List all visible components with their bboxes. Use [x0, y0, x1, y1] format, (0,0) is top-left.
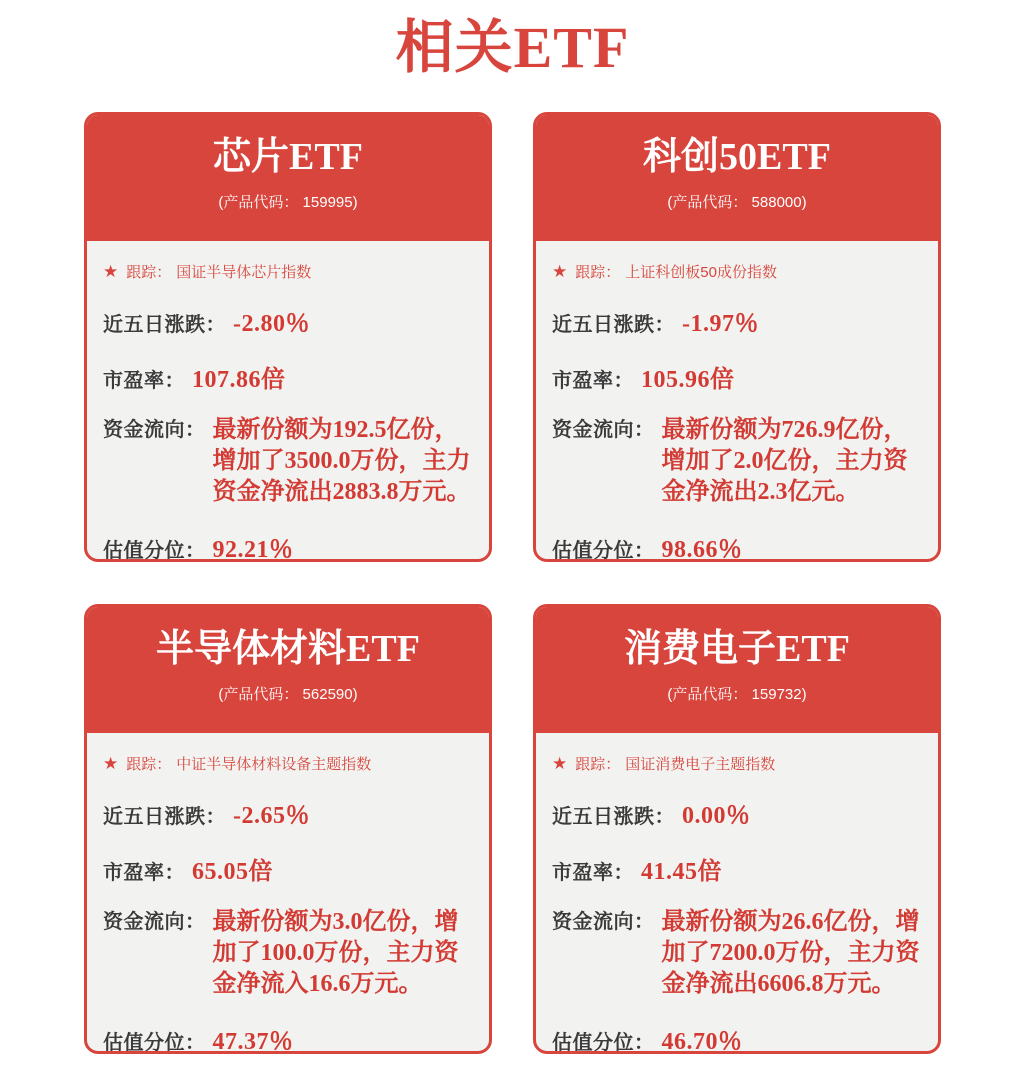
valuation-percentile-row [103, 529, 476, 562]
star-icon: ★ [552, 261, 568, 281]
tracking-index: 国证半导体芯片指数 [176, 263, 312, 281]
etf-name: 消费电子ETF [624, 627, 850, 670]
star-icon: ★ [552, 753, 568, 773]
etf-card-body [536, 733, 938, 1054]
capital-flow-value: 最新份额为192.5亿份，增加了3500.0万份，主力资金净流出2883.8万元。 [212, 416, 471, 505]
etf-card-grid [84, 112, 941, 1054]
tracking-index: 中证半导体材料设备主题指数 [176, 755, 372, 773]
pe-ratio-value: 65.05倍 [192, 858, 273, 885]
five-day-change-row [552, 303, 925, 338]
page-title: 相关ETF [395, 15, 630, 80]
pe-ratio-label: 市盈率： [552, 369, 634, 392]
valuation-percentile-label: 估值分位： [552, 1031, 655, 1054]
tracking-row [103, 753, 476, 774]
etf-card-body [87, 733, 489, 1054]
tracking-label: 跟踪： [126, 263, 172, 281]
valuation-percentile-label: 估值分位： [103, 1031, 206, 1054]
etf-name: 半导体材料ETF [156, 627, 420, 670]
tracking-index: 上证科创板50成份指数 [625, 263, 777, 281]
tracking-index: 国证消费电子主题指数 [625, 755, 776, 773]
tracking-label: 跟踪： [126, 755, 172, 773]
capital-flow-value: 最新份额为3.0亿份，增加了100.0万份，主力资金净流入16.6万元。 [212, 908, 459, 997]
pe-ratio-label: 市盈率： [103, 369, 185, 392]
etf-card-header [535, 606, 939, 733]
capital-flow-value: 最新份额为726.9亿份，增加了2.0亿份，主力资金净流出2.3亿元。 [661, 416, 908, 505]
capital-flow-row [552, 415, 925, 508]
valuation-percentile-label: 估值分位： [552, 539, 655, 562]
pe-ratio-value: 41.45倍 [641, 858, 722, 885]
star-icon: ★ [103, 753, 119, 773]
pe-ratio-row [103, 359, 476, 394]
capital-flow-label: 资金流向： [552, 418, 655, 441]
capital-flow-label: 资金流向： [103, 910, 206, 933]
etf-card-body [87, 241, 489, 562]
five-day-change-value: -1.97％ [682, 310, 759, 337]
valuation-percentile-value: 92.21％ [212, 536, 294, 562]
five-day-change-value: 0.00％ [682, 802, 751, 829]
five-day-change-row [552, 795, 925, 830]
pe-ratio-value: 105.96倍 [641, 366, 735, 393]
tracking-row [103, 261, 476, 282]
five-day-change-label: 近五日涨跌： [103, 313, 226, 336]
pe-ratio-row [552, 359, 925, 394]
etf-card-chip [84, 112, 492, 562]
five-day-change-label: 近五日涨跌： [103, 805, 226, 828]
valuation-percentile-row [552, 529, 925, 562]
five-day-change-value: -2.65％ [233, 802, 310, 829]
valuation-percentile-label: 估值分位： [103, 539, 206, 562]
five-day-change-value: -2.80％ [233, 310, 310, 337]
etf-product-code: (产品代码： 159995) [218, 194, 358, 212]
pe-ratio-row [103, 851, 476, 886]
pe-ratio-value: 107.86倍 [192, 366, 286, 393]
tracking-label: 跟踪： [575, 755, 621, 773]
etf-card-body [536, 241, 938, 562]
tracking-label: 跟踪： [575, 263, 621, 281]
etf-card-star50 [533, 112, 941, 562]
etf-card-consumer-electronics [533, 604, 941, 1054]
capital-flow-row [103, 907, 476, 1000]
capital-flow-value: 最新份额为26.6亿份，增加了7200.0万份，主力资金净流出6606.8万元。 [661, 908, 920, 997]
valuation-percentile-value: 47.37％ [212, 1028, 294, 1054]
tracking-row [552, 753, 925, 774]
etf-card-header [86, 606, 490, 733]
valuation-percentile-value: 46.70％ [661, 1028, 743, 1054]
pe-ratio-row [552, 851, 925, 886]
etf-product-code: (产品代码： 588000) [667, 194, 807, 212]
etf-name: 科创50ETF [643, 135, 831, 178]
etf-name: 芯片ETF [213, 135, 363, 178]
valuation-percentile-row [552, 1021, 925, 1054]
capital-flow-label: 资金流向： [552, 910, 655, 933]
five-day-change-label: 近五日涨跌： [552, 805, 675, 828]
star-icon: ★ [103, 261, 119, 281]
etf-product-code: (产品代码： 159732) [667, 686, 807, 704]
pe-ratio-label: 市盈率： [552, 861, 634, 884]
capital-flow-row [103, 415, 476, 508]
five-day-change-row [103, 795, 476, 830]
capital-flow-row [552, 907, 925, 1000]
five-day-change-label: 近五日涨跌： [552, 313, 675, 336]
tracking-row [552, 261, 925, 282]
five-day-change-row [103, 303, 476, 338]
etf-product-code: (产品代码： 562590) [218, 686, 358, 704]
valuation-percentile-row [103, 1021, 476, 1054]
etf-card-header [535, 114, 939, 241]
etf-card-semiconductor-materials [84, 604, 492, 1054]
valuation-percentile-value: 98.66％ [661, 536, 743, 562]
pe-ratio-label: 市盈率： [103, 861, 185, 884]
capital-flow-label: 资金流向： [103, 418, 206, 441]
etf-card-header [86, 114, 490, 241]
